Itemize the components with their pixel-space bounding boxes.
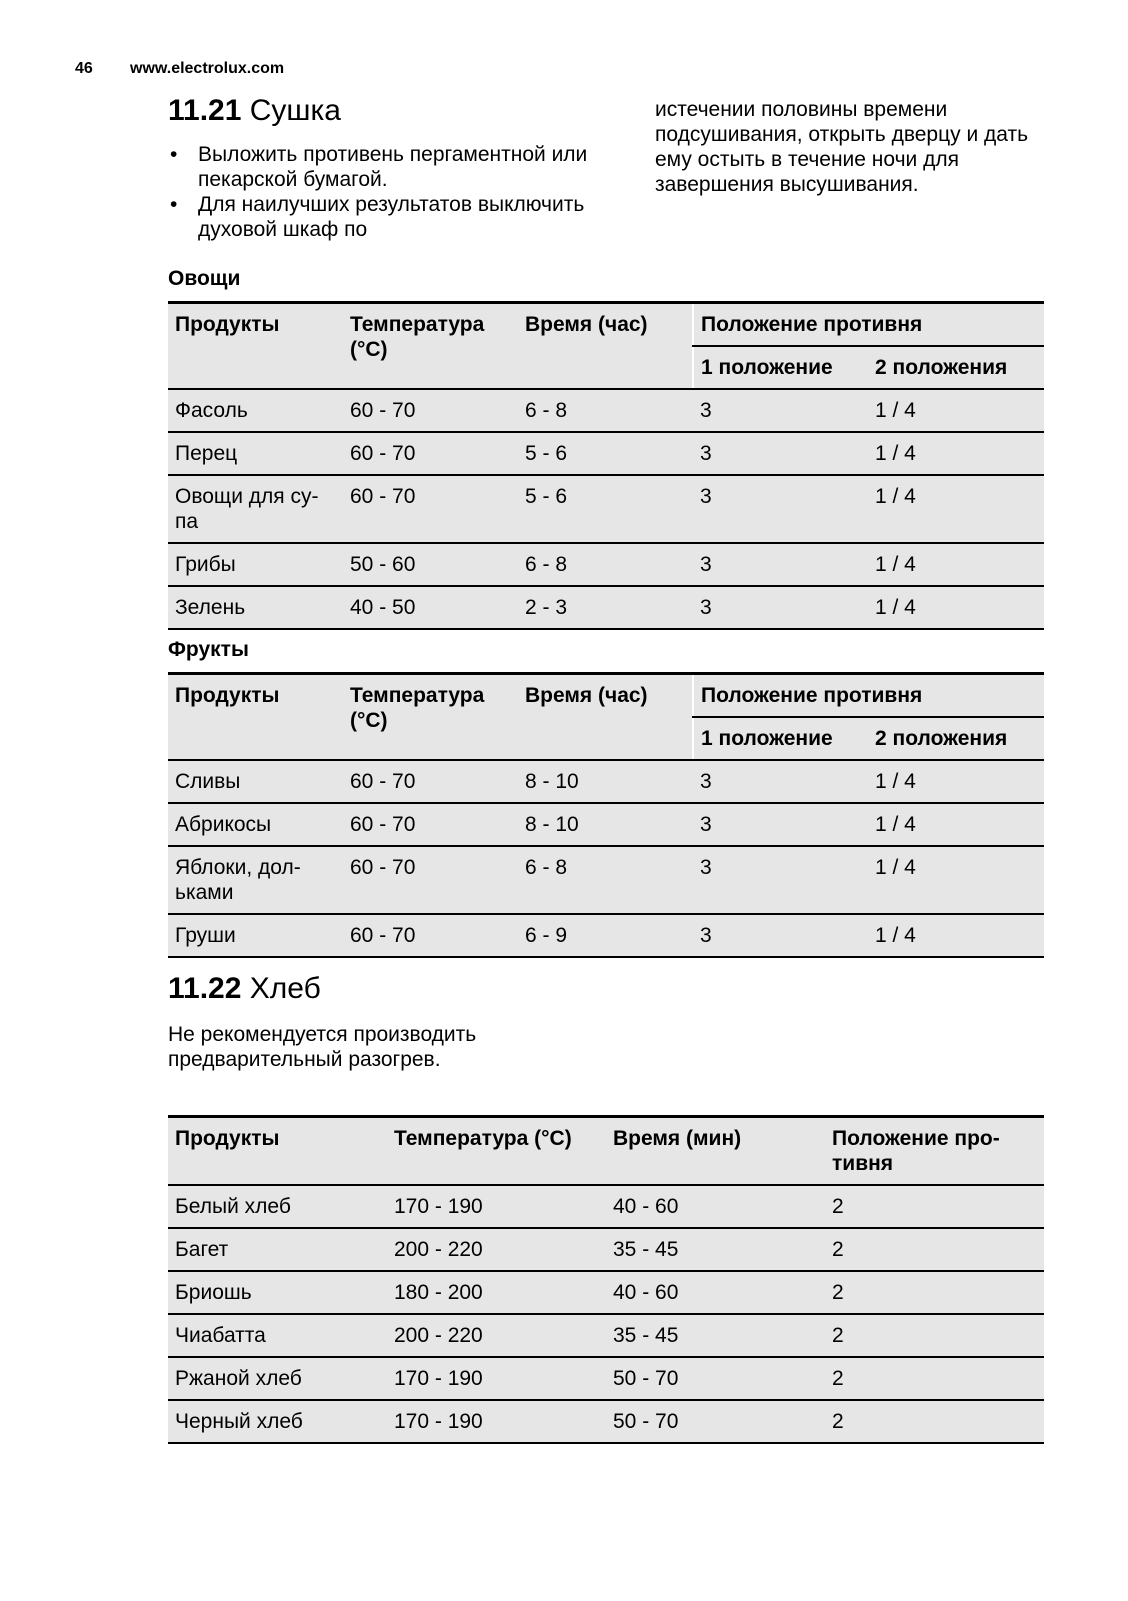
cell-time: 8 - 10 <box>518 803 693 846</box>
cell-position: 2 <box>825 1271 1044 1314</box>
col-header-position: Положение про-тивня <box>825 1117 1044 1186</box>
cell-pos2: 1 / 4 <box>868 586 1044 629</box>
cell-time: 35 - 45 <box>606 1314 825 1357</box>
cell-product: Фасоль <box>168 389 343 432</box>
table-row <box>168 1228 1044 1271</box>
cell-pos1: 3 <box>693 803 868 846</box>
fruits-table <box>168 672 1044 958</box>
page-number: 46 <box>75 60 93 77</box>
cell-temperature: 180 - 200 <box>387 1271 606 1314</box>
site-url[interactable]: www.electrolux.com <box>130 60 285 77</box>
col-header-temperature: Температура (°C) <box>343 303 518 390</box>
cell-pos2: 1 / 4 <box>868 914 1044 957</box>
cell-product: Белый хлеб <box>168 1185 387 1228</box>
cell-product: Бриошь <box>168 1271 387 1314</box>
col-header-temperature: Температура (°C) <box>343 674 518 761</box>
col-header-product: Продукты <box>168 303 343 390</box>
cell-temperature: 170 - 190 <box>387 1400 606 1443</box>
cell-time: 2 - 3 <box>518 586 693 629</box>
cell-product: Яблоки, дол-ьками <box>168 846 343 914</box>
bullet-item: • Для наилучших результатов выключить духовой шкаф по <box>168 192 608 242</box>
cell-pos2: 1 / 4 <box>868 543 1044 586</box>
col-header-temperature: Температура (°C) <box>387 1117 606 1186</box>
cell-temperature: 60 - 70 <box>343 389 518 432</box>
cell-product: Зелень <box>168 586 343 629</box>
cell-pos1: 3 <box>693 475 868 543</box>
cell-pos2: 1 / 4 <box>868 803 1044 846</box>
cell-time: 50 - 70 <box>606 1357 825 1400</box>
cell-pos1: 3 <box>693 543 868 586</box>
col-header-pos2: 2 положения <box>868 346 1044 389</box>
cell-product: Ржаной хлеб <box>168 1357 387 1400</box>
cell-position: 2 <box>825 1400 1044 1443</box>
section-title-text: Сушка <box>249 94 341 127</box>
cell-position: 2 <box>825 1314 1044 1357</box>
table-row <box>168 1271 1044 1314</box>
cell-temperature: 60 - 70 <box>343 914 518 957</box>
col-header-pos1: 1 положение <box>693 717 868 760</box>
section-number: 11.22 <box>168 972 242 1005</box>
cell-temperature: 40 - 50 <box>343 586 518 629</box>
col-header-position: Положение противня <box>693 303 1044 347</box>
cell-pos1: 3 <box>693 914 868 957</box>
cell-position: 2 <box>825 1185 1044 1228</box>
cell-temperature: 60 - 70 <box>343 760 518 803</box>
cell-temperature: 170 - 190 <box>387 1357 606 1400</box>
table-row <box>168 803 1044 846</box>
cell-pos1: 3 <box>693 760 868 803</box>
cell-temperature: 50 - 60 <box>343 543 518 586</box>
cell-product: Чиабатта <box>168 1314 387 1357</box>
cell-time: 6 - 8 <box>518 846 693 914</box>
col-header-pos2: 2 положения <box>868 717 1044 760</box>
bullet-item: • Выложить противень пергаментной или пекарской бумагой. <box>168 142 608 192</box>
table-row <box>168 389 1044 432</box>
cell-pos2: 1 / 4 <box>868 389 1044 432</box>
table-row <box>168 1357 1044 1400</box>
drying-continuation: истечении половины времени подсушивания, открыть дверцу и дать ему остыть в течение ночи для завершения высушивания. <box>655 98 1029 196</box>
cell-pos1: 3 <box>693 846 868 914</box>
col-header-product: Продукты <box>168 674 343 761</box>
cell-time: 5 - 6 <box>518 475 693 543</box>
vegetables-heading: Овощи <box>168 267 241 290</box>
cell-product: Груши <box>168 914 343 957</box>
cell-time: 6 - 9 <box>518 914 693 957</box>
col-header-pos1: 1 положение <box>693 346 868 389</box>
cell-temperature: 60 - 70 <box>343 432 518 475</box>
table-row <box>168 543 1044 586</box>
col-header-position: Положение противня <box>693 674 1044 718</box>
bread-note: Не рекомендуется производить предварительный разогрев. <box>168 1023 477 1071</box>
cell-temperature: 200 - 220 <box>387 1228 606 1271</box>
col-header-time: Время (час) <box>518 674 693 761</box>
cell-product: Грибы <box>168 543 343 586</box>
cell-time: 6 - 8 <box>518 543 693 586</box>
cell-time: 50 - 70 <box>606 1400 825 1443</box>
cell-pos1: 3 <box>693 389 868 432</box>
cell-pos2: 1 / 4 <box>868 760 1044 803</box>
cell-product: Перец <box>168 432 343 475</box>
fruits-heading: Фрукты <box>168 638 249 661</box>
cell-time: 40 - 60 <box>606 1185 825 1228</box>
cell-temperature: 200 - 220 <box>387 1314 606 1357</box>
col-header-time: Время (мин) <box>606 1117 825 1186</box>
section-title-bread <box>168 972 321 1006</box>
col-header-time: Время (час) <box>518 303 693 390</box>
cell-pos1: 3 <box>693 432 868 475</box>
table-row <box>168 846 1044 914</box>
cell-time: 8 - 10 <box>518 760 693 803</box>
cell-temperature: 170 - 190 <box>387 1185 606 1228</box>
table-row <box>168 914 1044 957</box>
cell-product: Сливы <box>168 760 343 803</box>
cell-temperature: 60 - 70 <box>343 803 518 846</box>
col-header-product: Продукты <box>168 1117 387 1186</box>
cell-time: 35 - 45 <box>606 1228 825 1271</box>
cell-time: 5 - 6 <box>518 432 693 475</box>
section-title-drying <box>168 94 341 128</box>
drying-bullets <box>168 142 608 242</box>
table-row <box>168 586 1044 629</box>
cell-temperature: 60 - 70 <box>343 846 518 914</box>
cell-product: Багет <box>168 1228 387 1271</box>
cell-pos1: 3 <box>693 586 868 629</box>
cell-product: Овощи для су-па <box>168 475 343 543</box>
cell-time: 40 - 60 <box>606 1271 825 1314</box>
cell-position: 2 <box>825 1357 1044 1400</box>
section-number: 11.21 <box>168 94 242 127</box>
cell-position: 2 <box>825 1228 1044 1271</box>
cell-time: 6 - 8 <box>518 389 693 432</box>
section-title-text: Хлеб <box>249 972 321 1005</box>
cell-temperature: 60 - 70 <box>343 475 518 543</box>
cell-product: Черный хлеб <box>168 1400 387 1443</box>
table-row <box>168 475 1044 543</box>
table-row <box>168 1185 1044 1228</box>
cell-pos2: 1 / 4 <box>868 846 1044 914</box>
cell-product: Абрикосы <box>168 803 343 846</box>
table-row <box>168 1400 1044 1443</box>
table-row <box>168 1314 1044 1357</box>
cell-pos2: 1 / 4 <box>868 432 1044 475</box>
vegetables-table <box>168 301 1044 630</box>
bread-table <box>168 1115 1044 1444</box>
table-row <box>168 760 1044 803</box>
cell-pos2: 1 / 4 <box>868 475 1044 543</box>
table-row <box>168 432 1044 475</box>
